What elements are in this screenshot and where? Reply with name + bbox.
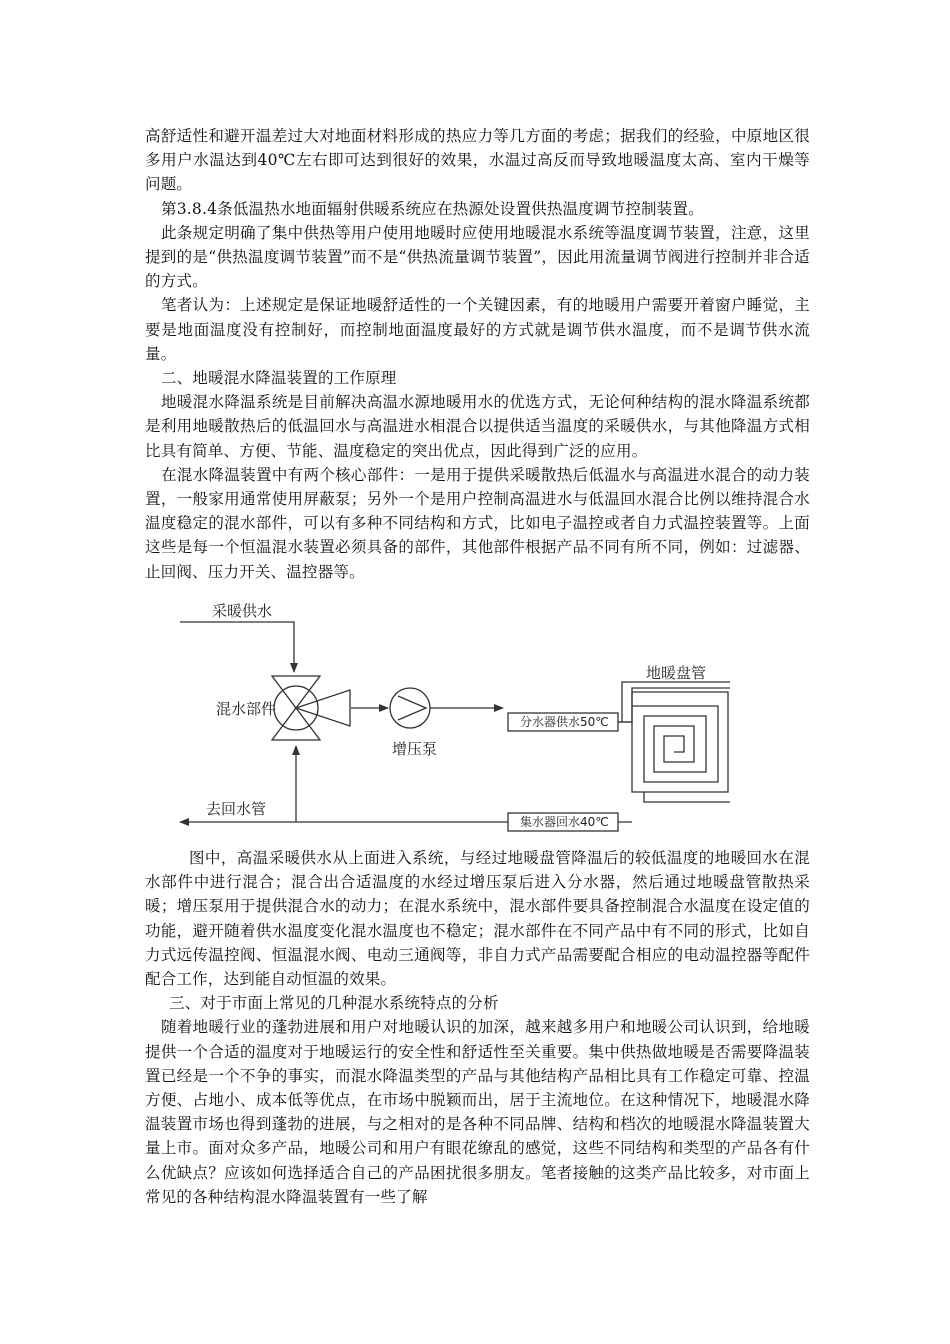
supply-pipe [180,622,294,672]
collector-label: 集水器回水40℃ [520,815,609,829]
paragraph: 第3.8.4条低温热水地面辐射供暖系统应在热源处设置供热温度调节控制装置。 [161,199,704,218]
mixing-valve-icon [272,676,350,740]
text-block-top [145,124,810,584]
pump-icon [390,688,430,728]
coil-label: 地暖盘管 [646,664,707,682]
return-label: 去回水管 [206,800,267,818]
section-heading: 二、地暖混水降温装置的工作原理 [161,369,397,388]
paragraph: 在混水降温装置中有两个核心部件：一是用于提供采暖散热后低温水与高温进水混合的动力装置，一般家用通常使用屏蔽泵；另外一个是用户控制高温进水与低温回水混合比例以维持混合水温度稳定的混水部件，可以有多种不同结构和方式，比如电子温控或者自力式温控装置等。上面这些是每一个恒温混水装置必须具备的部件，其他部件根据产品不同有所不同，例如：过滤器、止回阀、压力开关、温控器等。 [145,465,810,581]
pump-label: 增压泵 [392,740,438,758]
paragraph: 图中，高温采暖供水从上面进入系统，与经过地暖盘管降温后的较低温度的地暖回水在混水部件中进行混合；混合出合适温度的水经过增压泵后进入分水器，然后通过地暖盘管散热采暖；增压泵用于提供混合水的动力；在混水系统中，混水部件要具备控制混合水温度在设定值的功能，避开随着供水温度变化混水温度也不稳定；混水部件在不同产品中有不同的形式，比如自力式远传温控阀、恒温混水阀、电动三通阀等，非自力式产品需要配合相应的电动温控器等配件配合工作，达到能自动恒温的效果。 [145,849,810,989]
paragraph: 笔者认为：上述规定是保证地暖舒适性的一个关键因素，有的地暖用户需要开着窗户睡觉，主要是地面温度没有控制好，而控制地面温度最好的方式就是调节供水温度，而不是调节供水流量。 [145,296,810,363]
distributor-label: 分水器供水50℃ [520,715,609,729]
mixing-system-diagram [170,596,730,836]
mixing-label: 混水部件 [216,700,277,718]
text-block-bottom [145,846,810,1209]
paragraph: 高舒适性和避开温差过大对地面材料形成的热应力等几方面的考虑；据我们的经验，中原地区很多用户水温达到40℃左右即可达到很好的效果，水温过高反而导致地暖温度太高、室内干燥等问题。 [145,127,810,194]
paragraph: 随着地暖行业的蓬勃进展和用户对地暖认识的加深，越来越多用户和地暖公司认识到，给地暖提供一个合适的温度对于地暖运行的安全性和舒适性至关重要。集中供热做地暖是否需要降温装置已经是一个不争的事实，而混水降温类型的产品与其他结构产品相比具有工作稳定可靠、控温方便、占地小、成本低等优点，在市场中脱颖而出，居于主流地位。在这种情况下，地暖混水降温装置市场也得到蓬勃的进展，与之相对的是各种不同品牌、结构和档次的地暖混水降温装置大量上市。面对众多产品，地暖公司和用户有眼花缭乱的感觉，这些不同结构和类型的产品各有什么优缺点？应该如何选择适合自己的产品困扰很多朋友。笔者接触的这类产品比较多，对市面上常见的各种结构混水降温装置有一些了解 [145,1018,810,1206]
paragraph: 地暖混水降温系统是目前解决高温水源地暖用水的优选方式，无论何种结构的混水降温系统都是利用地暖散热后的低温回水与高温进水相混合以提供适当温度的采暖供水，与其他降温方式相比具有简单、方便、节能、温度稳定的突出优点，因此得到广泛的应用。 [145,393,810,460]
supply-label: 采暖供水 [212,602,273,620]
section-heading: 三、对于市面上常见的几种混水系统特点的分析 [169,994,499,1013]
paragraph: 此条规定明确了集中供热等用户使用地暖时应使用地暖混水系统等温度调节装置，注意，这里提到的是“供热温度调节装置”而不是“供热流量调节装置”，因此用流量调节阀进行控制并非合适的方式。 [145,223,810,291]
coil-spiral [618,682,730,802]
